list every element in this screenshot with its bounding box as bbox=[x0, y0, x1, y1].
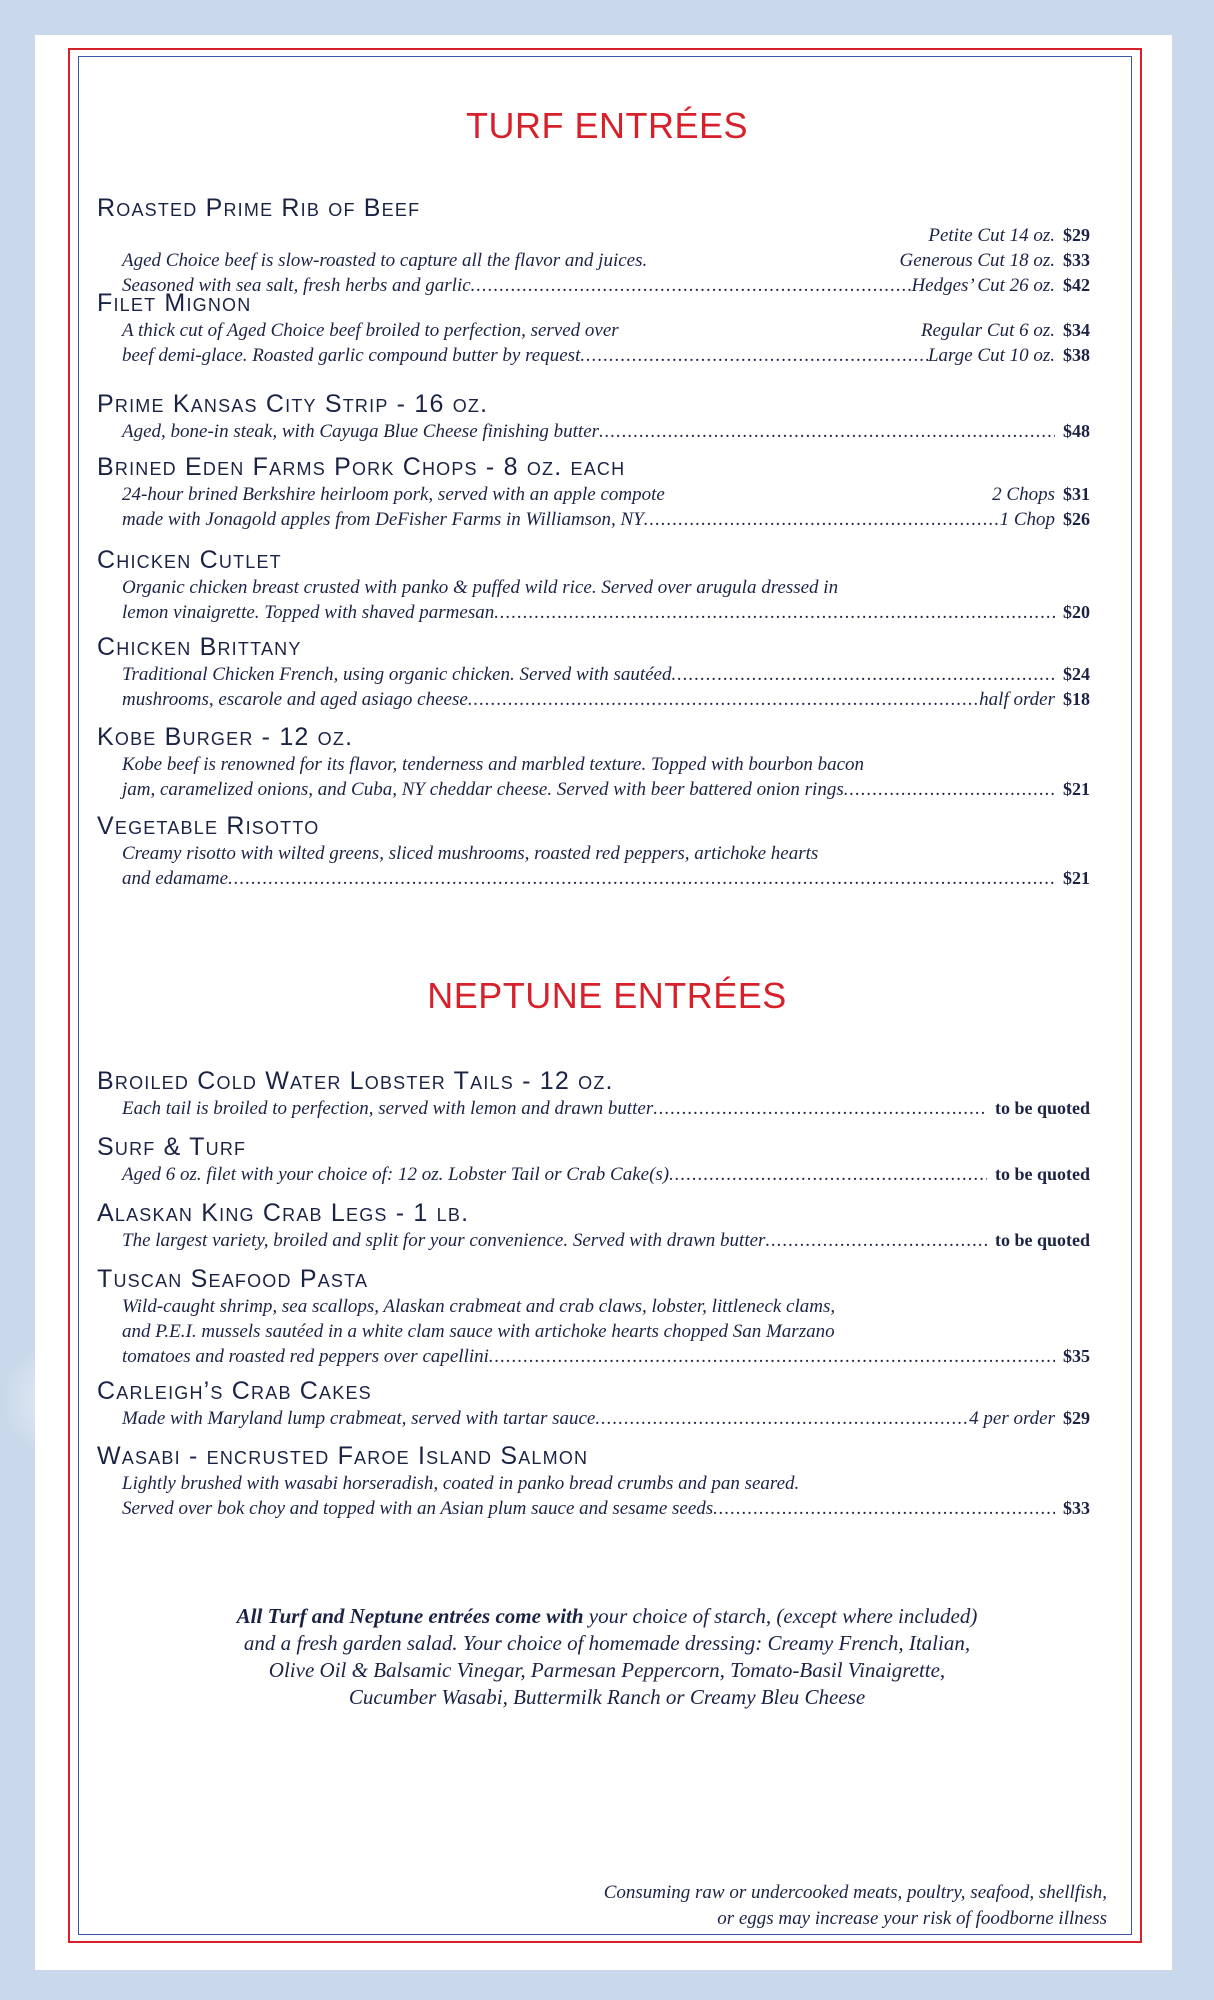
description-text: Seasoned with sea salt, fresh herbs and garlic bbox=[122, 275, 471, 296]
dot-leader bbox=[489, 1344, 1055, 1369]
dot-leader bbox=[765, 1228, 987, 1253]
price: $20 bbox=[1063, 602, 1090, 622]
price: $31 bbox=[1063, 484, 1090, 504]
menu-item-description-line bbox=[122, 1096, 1090, 1121]
description-text: mushrooms, escarole and aged asiago cheese bbox=[122, 689, 468, 710]
menu-item-description-line bbox=[122, 507, 1090, 532]
portion-option: Petite Cut 14 oz. bbox=[928, 225, 1055, 246]
description-text: Traditional Chicken French, using organic chicken. Served with sautéed bbox=[122, 664, 672, 685]
dot-leader bbox=[580, 343, 928, 368]
portion-option: half order bbox=[979, 689, 1055, 710]
menu-item bbox=[97, 1376, 1093, 1431]
menu-item bbox=[97, 1198, 1093, 1253]
portion-option: 1 Chop bbox=[999, 509, 1055, 530]
description-text: 24-hour brined Berkshire heirloom pork, served with an apple compote bbox=[122, 484, 665, 505]
menu-item-description-line bbox=[122, 1294, 1090, 1319]
menu-item bbox=[97, 1264, 1093, 1369]
description-text: Aged, bone-in steak, with Cayuga Blue Cheese finishing butter bbox=[122, 421, 600, 442]
menu-item-description-line bbox=[122, 482, 1090, 507]
menu-item-name: Chicken Brittany bbox=[97, 633, 302, 661]
menu-item-description-line bbox=[122, 752, 1090, 777]
menu-item-name: Roasted Prime Rib of Beef bbox=[97, 194, 421, 222]
portion-option: 2 Chops bbox=[992, 484, 1055, 505]
menu-item-description-line bbox=[122, 343, 1090, 368]
dot-leader bbox=[228, 866, 1055, 891]
sides-note-line-4: Cucumber Wasabi, Buttermilk Ranch or Creamy Bleu Cheese bbox=[348, 1685, 866, 1709]
menu-item bbox=[97, 1441, 1093, 1521]
neptune-section-title: NEPTUNE ENTRÉES bbox=[427, 975, 787, 1016]
food-safety-disclaimer bbox=[407, 1880, 1107, 1932]
portion-option: Hedges’ Cut 26 oz. bbox=[911, 275, 1055, 296]
menu-item-description-line bbox=[122, 223, 1090, 248]
portion-option: Regular Cut 6 oz. bbox=[920, 320, 1055, 341]
disclaimer-line-2: or eggs may increase your risk of foodborne illness bbox=[717, 1908, 1107, 1929]
menu-item-description-line bbox=[122, 1344, 1090, 1369]
dot-leader bbox=[644, 507, 1000, 532]
menu-item-name: Broiled Cold Water Lobster Tails - 12 oz. bbox=[97, 1067, 614, 1095]
price: $38 bbox=[1063, 345, 1090, 365]
price: $33 bbox=[1063, 250, 1090, 270]
price: $21 bbox=[1063, 779, 1090, 799]
sides-note-line-2: and a fresh garden salad. Your choice of homemade dressing: Creamy French, Italian, bbox=[243, 1631, 971, 1655]
menu-item-name: Vegetable Risotto bbox=[97, 812, 320, 840]
price: $34 bbox=[1063, 320, 1090, 340]
price: $24 bbox=[1063, 664, 1090, 684]
menu-item-name: Kobe Burger - 12 oz. bbox=[97, 723, 354, 751]
menu-item-description-line bbox=[122, 777, 1090, 802]
menu-item-description-line bbox=[122, 1406, 1090, 1431]
description-text: Aged Choice beef is slow-roasted to capture all the flavor and juices. bbox=[122, 250, 648, 271]
menu-item-description-line bbox=[122, 1228, 1090, 1253]
sides-note-line-3: Olive Oil & Balsamic Vinegar, Parmesan Peppercorn, Tomato-Basil Vinaigrette, bbox=[268, 1658, 946, 1682]
price: $29 bbox=[1063, 225, 1090, 245]
description-text: A thick cut of Aged Choice beef broiled to perfection, served over bbox=[122, 320, 619, 341]
description-text: jam, caramelized onions, and Cuba, NY cheddar cheese. Served with beer battered onion rings bbox=[122, 779, 844, 800]
menu-item-name: Surf & Turf bbox=[97, 1133, 247, 1161]
menu-item-description-line bbox=[122, 1496, 1090, 1521]
dot-leader bbox=[599, 419, 1055, 444]
menu-item bbox=[97, 1066, 1093, 1121]
menu-item-description-line bbox=[122, 1162, 1090, 1187]
description-text: Served over bok choy and topped with an Asian plum sauce and sesame seeds bbox=[122, 1498, 714, 1519]
dot-leader bbox=[653, 1096, 987, 1121]
dot-leader bbox=[669, 1162, 987, 1187]
sides-note-line-1-rest: your choice of starch, (except where included) bbox=[583, 1604, 978, 1628]
description-text: Organic chicken breast crusted with panko & puffed wild rice. Served over arugula dressed in bbox=[122, 577, 839, 598]
menu-item bbox=[97, 389, 1093, 444]
menu-item-description-line bbox=[122, 687, 1090, 712]
menu-item-description-line bbox=[122, 248, 1090, 273]
menu-item-description-line bbox=[122, 575, 1090, 600]
description-text: and P.E.I. mussels sautéed in a white clam sauce with artichoke hearts chopped San Marzano bbox=[122, 1321, 835, 1342]
portion-option: Generous Cut 18 oz. bbox=[899, 250, 1055, 271]
menu-item-description-line bbox=[122, 866, 1090, 891]
menu-item-name: Wasabi - encrusted Faroe Island Salmon bbox=[97, 1442, 589, 1470]
dot-leader bbox=[844, 777, 1055, 802]
sides-note bbox=[150, 1603, 1064, 1711]
dot-leader bbox=[672, 662, 1056, 687]
menu-item-name: Alaskan King Crab Legs - 1 lb. bbox=[97, 1199, 470, 1227]
price: to be quoted bbox=[994, 1098, 1090, 1118]
turf-section-title: TURF ENTRÉES bbox=[465, 105, 748, 146]
menu-item-name: Chicken Cutlet bbox=[97, 546, 282, 574]
price: $21 bbox=[1063, 868, 1090, 888]
menu-item-description-line bbox=[122, 600, 1090, 625]
sides-note-line-1 bbox=[150, 1603, 1064, 1630]
menu-item-name: Carleigh’s Crab Cakes bbox=[97, 1377, 372, 1405]
price: $29 bbox=[1063, 1408, 1090, 1428]
dot-leader bbox=[713, 1496, 1055, 1521]
menu-item bbox=[97, 811, 1093, 891]
menu-item-name: Brined Eden Farms Pork Chops - 8 oz. each bbox=[97, 453, 626, 481]
portion-option: 4 per order bbox=[969, 1408, 1055, 1429]
description-text: lemon vinaigrette. Topped with shaved parmesan bbox=[122, 602, 495, 623]
description-text: Aged 6 oz. filet with your choice of: 12 oz. Lobster Tail or Crab Cake(s) bbox=[122, 1164, 670, 1185]
price: to be quoted bbox=[994, 1230, 1090, 1250]
menu-item-name: Filet Mignon bbox=[97, 289, 252, 317]
dot-leader bbox=[595, 1406, 969, 1431]
description-text: Made with Maryland lump crabmeat, served with tartar sauce bbox=[122, 1408, 596, 1429]
description-text: Kobe beef is renowned for its flavor, tenderness and marbled texture. Topped with bourbon bacon bbox=[122, 754, 865, 775]
description-text: Lightly brushed with wasabi horseradish, coated in panko bread crumbs and pan seared. bbox=[122, 1473, 800, 1494]
menu-item bbox=[97, 722, 1093, 802]
menu-item bbox=[97, 452, 1093, 532]
description-text: Each tail is broiled to perfection, served with lemon and drawn butter bbox=[122, 1098, 654, 1119]
sides-note-lead: All Turf and Neptune entrées come with bbox=[236, 1604, 584, 1628]
price: to be quoted bbox=[994, 1164, 1090, 1184]
description-text: and edamame bbox=[122, 868, 229, 889]
price: $48 bbox=[1063, 421, 1090, 441]
menu-item bbox=[97, 545, 1093, 625]
menu-item-description-line bbox=[122, 318, 1090, 343]
disclaimer-line-1: Consuming raw or undercooked meats, poultry, seafood, shellfish, bbox=[603, 1882, 1107, 1903]
menu-item-description-line bbox=[122, 841, 1090, 866]
dot-leader bbox=[468, 687, 979, 712]
menu-item bbox=[97, 1132, 1093, 1187]
menu-item-description-line bbox=[122, 1319, 1090, 1344]
description-text: Creamy risotto with wilted greens, sliced mushrooms, roasted red peppers, artichoke hearts bbox=[122, 843, 819, 864]
description-text: beef demi-glace. Roasted garlic compound butter by request bbox=[122, 345, 581, 366]
price: $42 bbox=[1063, 275, 1090, 295]
menu-item bbox=[97, 193, 1093, 298]
menu-item-description-line bbox=[122, 662, 1090, 687]
menu-item-description-line bbox=[122, 1471, 1090, 1496]
menu-item-name: Prime Kansas City Strip - 16 oz. bbox=[97, 390, 489, 418]
menu-item bbox=[97, 632, 1093, 712]
menu-item-name: Tuscan Seafood Pasta bbox=[97, 1265, 369, 1293]
portion-option: Large Cut 10 oz. bbox=[927, 345, 1055, 366]
description-text: made with Jonagold apples from DeFisher Farms in Williamson, NY bbox=[122, 509, 644, 530]
description-text: The largest variety, broiled and split for your convenience. Served with drawn butter bbox=[122, 1230, 766, 1251]
price: $26 bbox=[1063, 509, 1090, 529]
description-text: Wild-caught shrimp, sea scallops, Alaskan crabmeat and crab claws, lobster, littleneck clams, bbox=[122, 1296, 836, 1317]
dot-leader bbox=[494, 600, 1055, 625]
menu-item bbox=[97, 288, 1093, 368]
price: $35 bbox=[1063, 1346, 1090, 1366]
menu-item-description-line bbox=[122, 419, 1090, 444]
description-text: tomatoes and roasted red peppers over capellini bbox=[122, 1346, 489, 1367]
price: $18 bbox=[1063, 689, 1090, 709]
price: $33 bbox=[1063, 1498, 1090, 1518]
